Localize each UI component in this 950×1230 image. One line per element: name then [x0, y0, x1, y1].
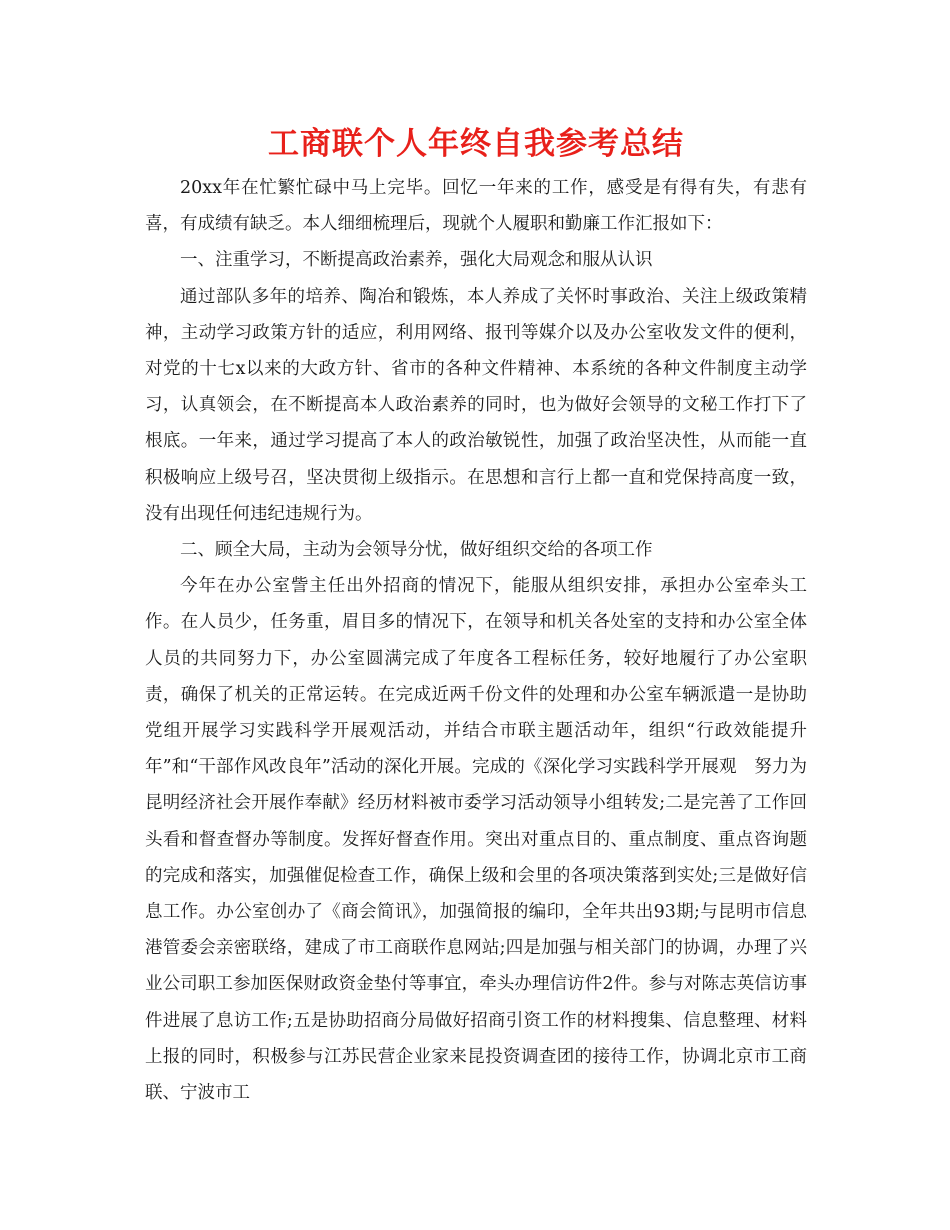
section-heading-2: 二、顾全大局，主动为会领导分忧，做好组织交给的各项工作	[180, 540, 653, 561]
paragraph-intro: 20xx年在忙繁忙碌中马上完毕。回忆一年来的工作，感受是有得有失，有悲有喜，有成绩有缺乏。本人细细梳理后，现就个人履职和勤廉工作汇报如下：	[145, 178, 807, 235]
section-heading-1: 一、注重学习，不断提高政治素养，强化大局观念和服从认识	[180, 250, 653, 271]
document-page	[145, 118, 807, 1111]
paragraph-section-2: 今年在办公室訾主任出外招商的情况下，能服从组织安排，承担办公室牵头工作。在人员少，任务重，眉目多的情况下，在领导和机关各处室的支持和办公室全体人员的共同努力下，办公室圆满完成了年度各工程标任务，较好地履行了办公室职责，确保了机关的正常运转。在完成近两千份文件的处理和办公室车辆派遣一是协助党组开展学习实践科学开展观活动，并结合市联主题活动年，组织“行政效能提升年”和“干部作风改良年”活动的深化开展。完成的《深化学习实践科学开展观 努力为昆明经济社会开展作奉献》经历材料被市委学习活动领导小组转发;二是完善了工作回头看和督查督办等制度。发挥好督查作用。突出对重点目的、重点制度、重点咨询题的完成和落实，加强催促检查工作，确保上级和会里的各项决策落到实处;三是做好信息工作。办公室创办了《商会简讯》，加强简报的编印，全年共出93期;与昆明市信息港管委会亲密联络，建成了市工商联作息网站;四是加强与相关部门的协调，办理了兴业公司职工参加医保财政资金垫付等事宜，牵头办理信访件2件。参与对陈志英信访事件进展了息访工作;五是协助招商分局做好招商引资工作的材料搜集、信息整理、材料上报的同时，积极参与江苏民营企业家来昆投资调查团的接待工作，协调北京市工商联、宁波市工	[145, 576, 807, 1104]
document-title: 工商联个人年终自我参考总结	[268, 126, 684, 162]
paragraph-section-1: 通过部队多年的培养、陶冶和锻炼，本人养成了关怀时事政治、关注上级政策精神，主动学习政策方针的适应，利用网络、报刊等媒介以及办公室收发文件的便利，对党的十七x以来的大政方针、省市的各种文件精神、本系统的各种文件制度主动学习，认真领会，在不断提高本人政治素养的同时，也为做好会领导的文秘工作打下了根底。一年来，通过学习提高了本人的政治敏锐性，加强了政治坚决性，从而能一直积极响应上级号召，坚决贯彻上级指示。在思想和言行上都一直和党保持高度一致，没有出现任何违纪违规行为。	[145, 286, 807, 524]
